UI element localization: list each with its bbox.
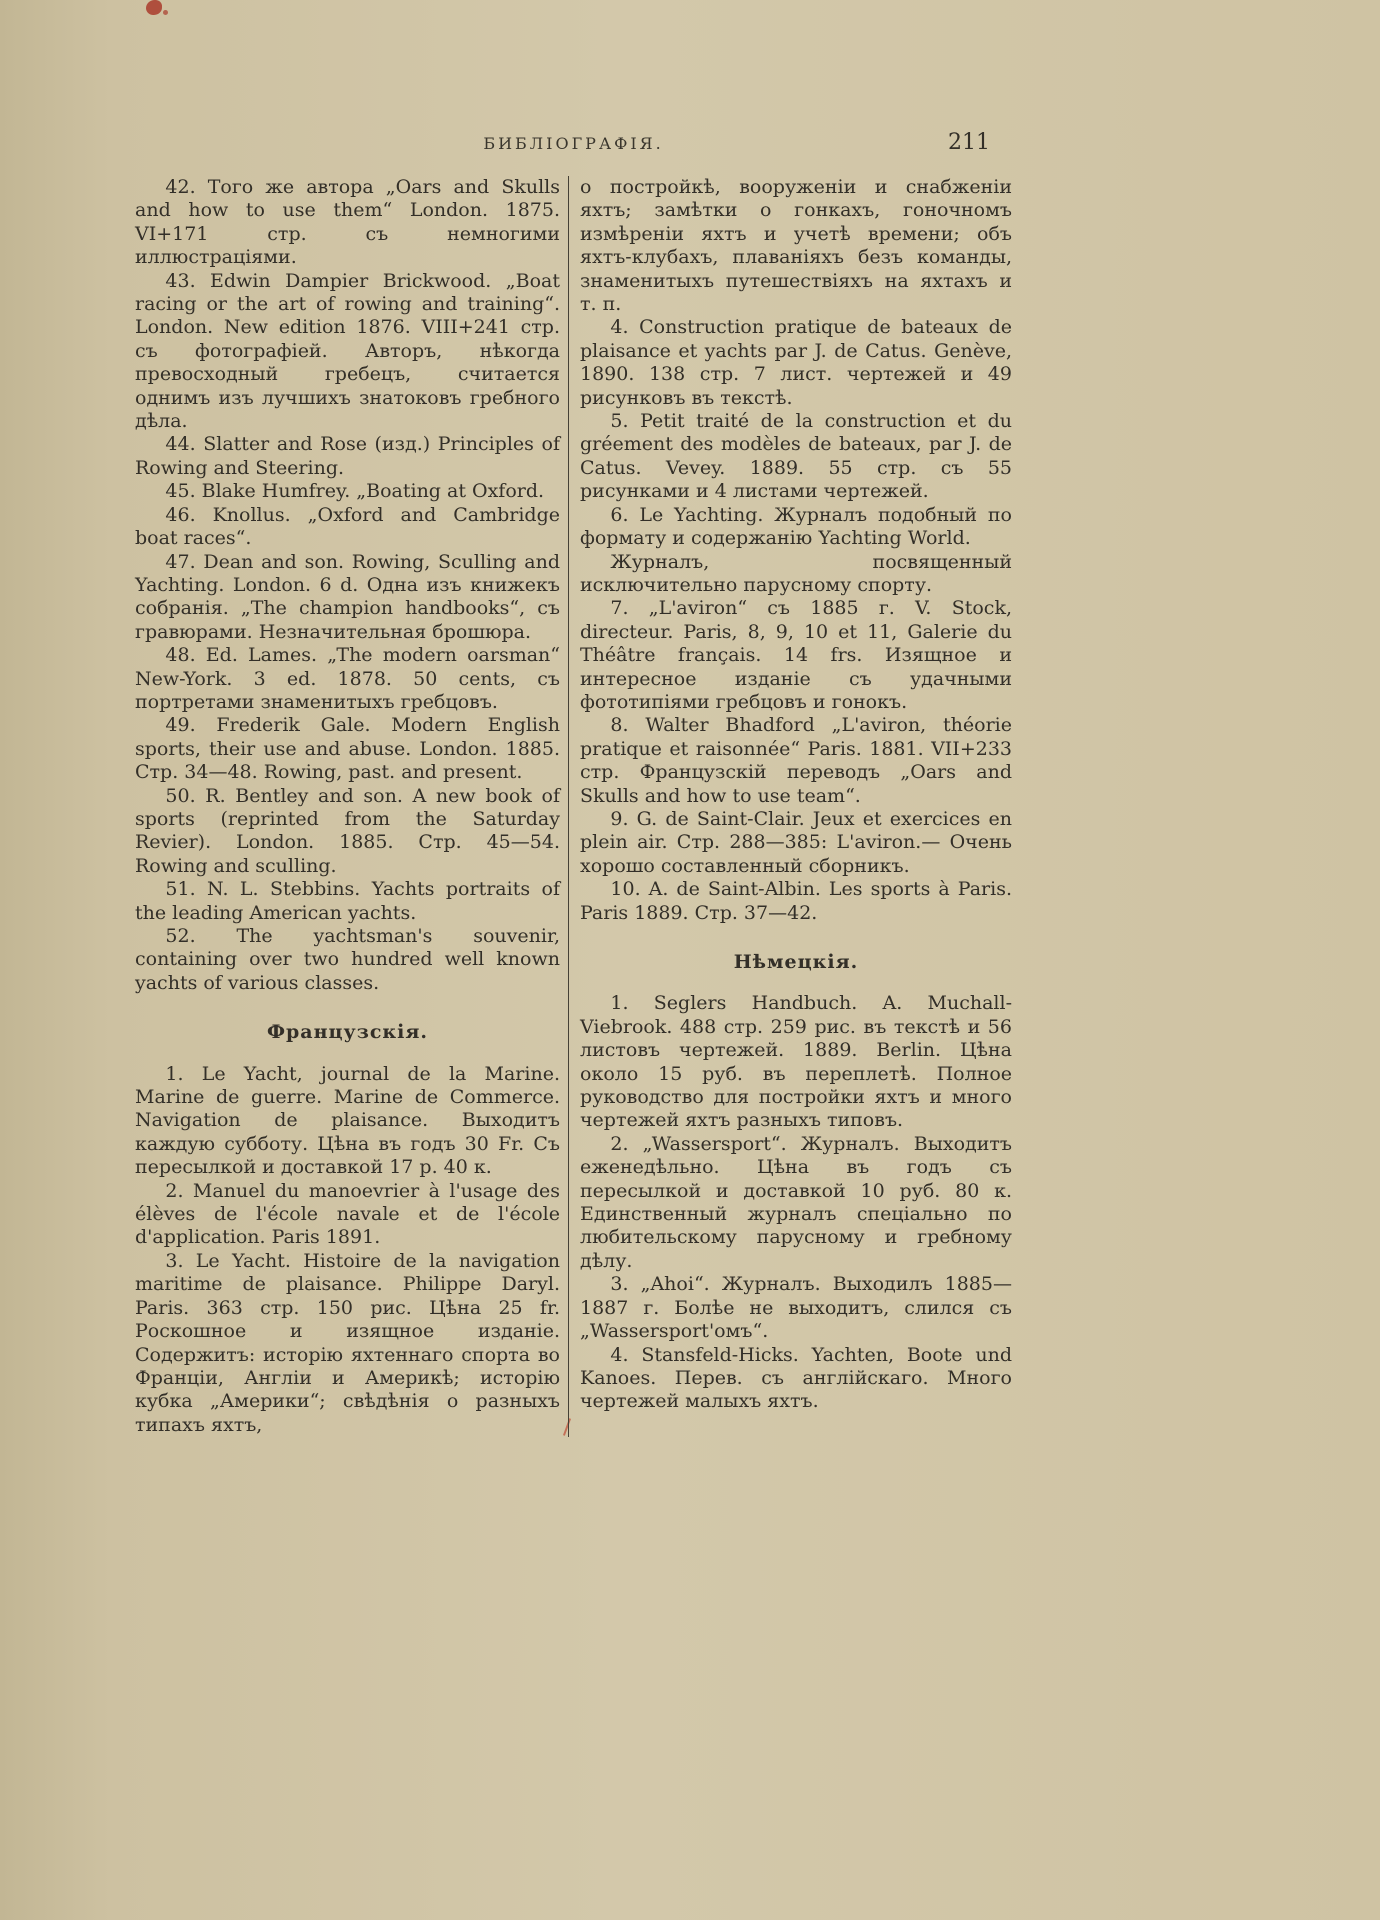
bibliography-entry-49: 49. Frederik Gale. Modern English sports, their use and abuse. London. 1885. Стр. 34—48. Rowing, past. and present. xyxy=(135,714,560,784)
french-entry-9: 9. G. de Saint-Clair. Jeux et exercices en plein air. Стр. 288—385: L'aviron.— Очень хорошо составленный сборникъ. xyxy=(580,807,1012,877)
page-number: 211 xyxy=(948,130,990,155)
left-column xyxy=(135,176,560,1437)
french-entry-5: 5. Petit traité de la construction et du gréement des modèles de bateaux, par J. de Catus. Vevey. 1889. 55 стр. съ 55 рисунками и 4 листами чертежей. xyxy=(580,410,1012,503)
continuation-paragraph: о постройкѣ, вооруженіи и снабженіи яхтъ; замѣтки о гонкахъ, гоночномъ измѣреніи яхтъ и учетѣ времени; объ яхтъ-клубахъ, плаваніяхъ безъ команды, знаменитыхъ путешествіяхъ на яхтахъ и т. п. xyxy=(580,176,1012,316)
bibliography-entry-52: 52. The yachtsman's souvenir, containing over two hundred well known yachts of various classes. xyxy=(135,925,560,994)
column-divider-rule xyxy=(568,176,569,1437)
red-ink-spot xyxy=(146,0,162,15)
french-entry-4: 4. Construction pratique de bateaux de plaisance et yachts par J. de Catus. Genève, 1890. 138 стр. 7 лист. чертежей и 49 рисунковъ въ текстѣ. xyxy=(580,316,1012,409)
bibliography-entry-50: 50. R. Bentley and son. A new book of sports (reprinted from the Saturday Revier). London. 1885. Стр. 45—54. Rowing and sculling. xyxy=(135,784,560,877)
french-entry-6: 6. Le Yachting. Журналъ подобный по формату и содержанію Yachting World. xyxy=(580,503,1012,550)
german-entry-4: 4. Stansfeld-Hicks. Yachten, Boote und Kanoes. Перев. съ англійскаго. Много чертежей малыхъ яхтъ. xyxy=(580,1343,1012,1413)
bibliography-entry-43: 43. Edwin Dampier Brickwood. „Boat racing or the art of rowing and training“. London. New edition 1876. VIII+241 стр. съ фотографіей. Авторъ, нѣкогда превосходный гребецъ, считается однимъ изъ лучшихъ знатоковъ гребного дѣла. xyxy=(135,269,560,433)
french-entry-8: 8. Walter Bhadford „L'aviron, théorie pratique et raisonnée“ Paris. 1881. VII+233 стр. Французскій переводъ „Oars and Skulls and how to use team“. xyxy=(580,714,1012,807)
section-heading-french: Французскія. xyxy=(266,1021,428,1044)
french-entry-2: 2. Manuel du manoevrier à l'usage des élèves de l'école navale et de l'école d'application. Paris 1891. xyxy=(135,1179,560,1249)
german-entry-2: 2. „Wassersport“. Журналъ. Выходитъ еженедѣльно. Цѣна въ годъ съ пересылкой и доставкой 10 руб. 80 к. Единственный журналъ спеціально по любительскому парусному и гребному дѣлу. xyxy=(580,1132,1012,1272)
text-columns xyxy=(135,176,1012,1437)
german-entry-1: 1. Seglers Handbuch. A. Muchall-Viebrook. 488 стр. 259 рис. въ текстѣ и 56 листовъ чертежей. 1889. Berlin. Цѣна около 15 руб. въ переплетѣ. Полное руководство для постройки яхтъ и много чертежей яхтъ разныхъ типовъ. xyxy=(580,992,1012,1132)
french-entry-7: 7. „L'aviron“ съ 1885 г. V. Stock, directeur. Paris, 8, 9, 10 et 11, Galerie du Théâtre français. 14 frs. Изящное и интересное изданіе съ удачными фототипіями гребцовъ и гонокъ. xyxy=(580,597,1012,713)
page-header xyxy=(135,130,1012,160)
german-entry-3: 3. „Ahoi“. Журналъ. Выходилъ 1885—1887 г. Болѣе не выходитъ, слился съ „Wassersport'омъ“. xyxy=(580,1273,1012,1343)
right-column xyxy=(580,176,1012,1437)
bibliography-entry-42: 42. Того же автора „Oars and Skulls and how to use them“ London. 1875. VI+171 стр. съ немногими иллюстраціями. xyxy=(135,176,560,269)
bibliography-entry-47: 47. Dean and son. Rowing, Sculling and Yachting. London. 6 d. Одна изъ книжекъ собранія. „The champion handbooks“, съ гравюрами. Незначительная брошюра. xyxy=(135,550,560,643)
bibliography-entry-46: 46. Knollus. „Oxford and Cambridge boat races“. xyxy=(135,503,560,550)
french-entry-6-note: Журналъ, посвященный исключительно парусному спорту. xyxy=(580,550,1012,596)
running-title: БИБЛІОГРАФІЯ. xyxy=(483,134,664,153)
bibliography-entry-48: 48. Ed. Lames. „The modern oarsman“ New-York. 3 ed. 1878. 50 cents, съ портретами знаменитыхъ гребцовъ. xyxy=(135,644,560,713)
bibliography-entry-51: 51. N. L. Stebbins. Yachts portraits of the leading American yachts. xyxy=(135,878,560,924)
french-entry-3: 3. Le Yacht. Histoire de la navigation maritime de plaisance. Philippe Daryl. Paris. 363 стр. 150 рис. Цѣна 25 fr. Роскошное и изящное изданіе. Содержитъ: исторію яхтеннаго спорта во Франціи, Англіи и Америкѣ; исторію кубка „Америки“; свѣдѣнія о разныхъ типахъ яхтъ, xyxy=(135,1249,560,1436)
french-entry-10: 10. A. de Saint-Albin. Les sports à Paris. Paris 1889. Стр. 37—42. xyxy=(580,878,1012,924)
bibliography-entry-44: 44. Slatter and Rose (изд.) Principles of Rowing and Steering. xyxy=(135,433,560,479)
bibliography-entry-45: 45. Blake Humfrey. „Boating at Oxford. xyxy=(165,480,545,503)
french-entry-1: 1. Le Yacht, journal de la Marine. Marine de guerre. Marine de Commerce. Navigation de plaisance. Выходитъ каждую субботу. Цѣна въ годъ 30 Fr. Съ пересылкой и доставкой 17 р. 40 к. xyxy=(135,1062,560,1179)
section-heading-german: Нѣмецкія. xyxy=(733,951,859,973)
red-ink-spot-small xyxy=(163,10,168,15)
